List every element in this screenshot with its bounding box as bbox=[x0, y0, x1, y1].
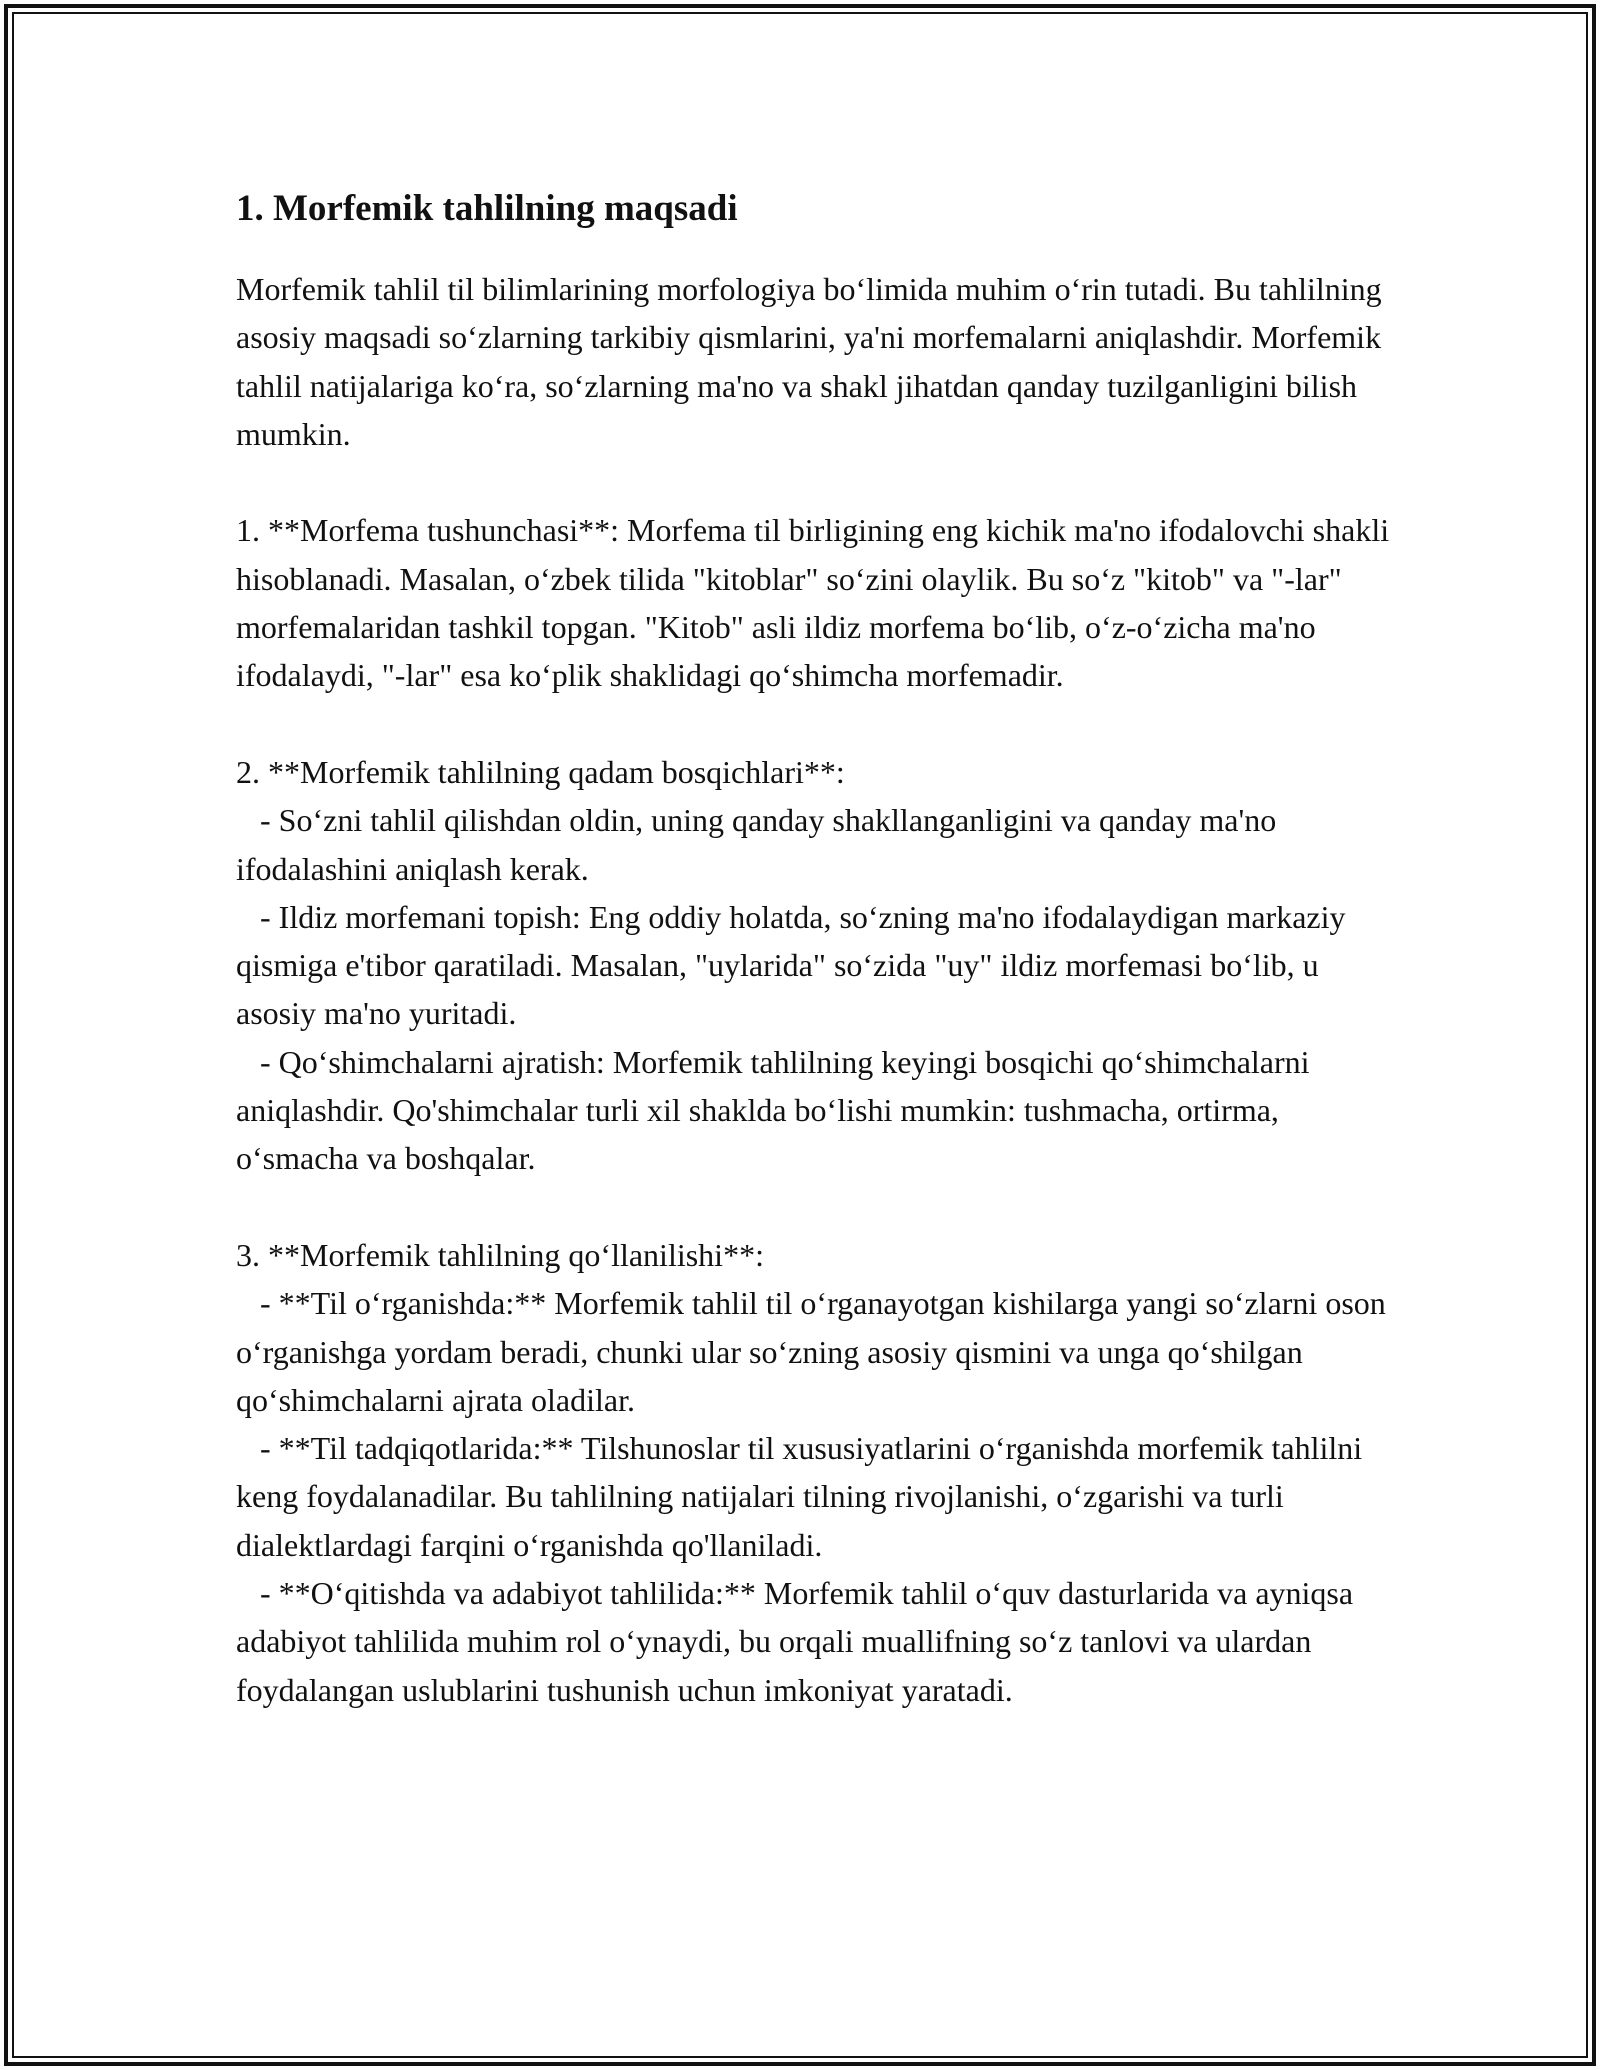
morpheme-concept-paragraph: 1. **Morfema tushunchasi**: Morfema til birligining eng kichik ma'no ifodalovchi shakli hisoblanadi. Masalan, o‘zbek tilida "kitoblar" so‘zini olaylik. Bu so‘z "kitob" va "-lar" morfemalaridan tashkil topgan. "Kitob" asli ildiz morfema bo‘lib, o‘z-o‘zicha ma'no ifodalaydi, "-lar" esa ko‘plik shaklidagi qo‘shimcha morfemadir. bbox=[236, 512, 1398, 694]
paragraph-spacer bbox=[236, 700, 1396, 748]
analysis-steps-title: 2. **Morfemik tahlilning qadam bosqichlari**: bbox=[236, 753, 845, 790]
application-title: 3. **Morfemik tahlilning qo‘llanilishi**: bbox=[236, 1236, 764, 1273]
paragraph-spacer bbox=[236, 1183, 1396, 1231]
paragraph-spacer bbox=[236, 458, 1396, 506]
section-heading: 1. Morfemik tahlilning maqsadi bbox=[236, 188, 738, 229]
list-item: - **O‘qitishda va adabiyot tahlilida:** Morfemik tahlil o‘quv dasturlarida va ayniqsa adabiyot tahlilida muhim rol o‘ynaydi, bu orqali muallifning so‘z tanlovi va ulardan foydalangan uslublarini tushunish uchun imkoniyat yaratadi. bbox=[236, 1575, 1362, 1708]
list-item: - Ildiz morfemani topish: Eng oddiy holatda, so‘zning ma'no ifodalaydigan markaziy qismiga e'tibor qaratiladi. Masalan, "uylarida" so‘zida "uy" ildiz morfemasi bo‘lib, u asosiy ma'no yuritadi. bbox=[236, 898, 1354, 1032]
list-item: - **Til o‘rganishda:** Morfemik tahlil til o‘rganayotgan kishilarga yangi so‘zlarni oson o‘rganishga yordam beradi, chunki ular so‘zning asosiy qismini va unga qo‘shilgan qo‘shimchalarni ajrata oladilar. bbox=[236, 1285, 1394, 1418]
list-item: - Qo‘shimchalarni ajratish: Morfemik tahlilning keyingi bosqichi qo‘shimchalarni aniqlashdir. Qo'shimchalar turli xil shaklda bo‘lishi mumkin: tushmacha, ortirma, o‘smacha va boshqalar. bbox=[236, 1043, 1318, 1177]
list-item: - **Til tadqiqotlarida:** Tilshunoslar til xususiyatlarini o‘rganishda morfemik tahlilni keng foydalanadilar. Bu tahlilning natijalari tilning rivojlanishi, o‘zgarishi va turli dialektlardagi farqini o‘rganishda qo'llaniladi. bbox=[236, 1430, 1371, 1563]
document-body bbox=[236, 185, 1396, 1714]
list-item: - So‘zni tahlil qilishdan oldin, uning qanday shakllanganligini va qanday ma'no ifodalashini aniqlash kerak. bbox=[236, 802, 1285, 887]
intro-paragraph: Morfemik tahlil til bilimlarining morfologiya bo‘limida muhim o‘rin tutadi. Bu tahlilning asosiy maqsadi so‘zlarning tarkibiy qismlarini, ya'ni morfemalarni aniqlashdir. Morfemik tahlil natijalariga ko‘ra, so‘zlarning ma'no va shakl jihatdan qanday tuzilganligini bilish mumkin. bbox=[236, 271, 1390, 452]
